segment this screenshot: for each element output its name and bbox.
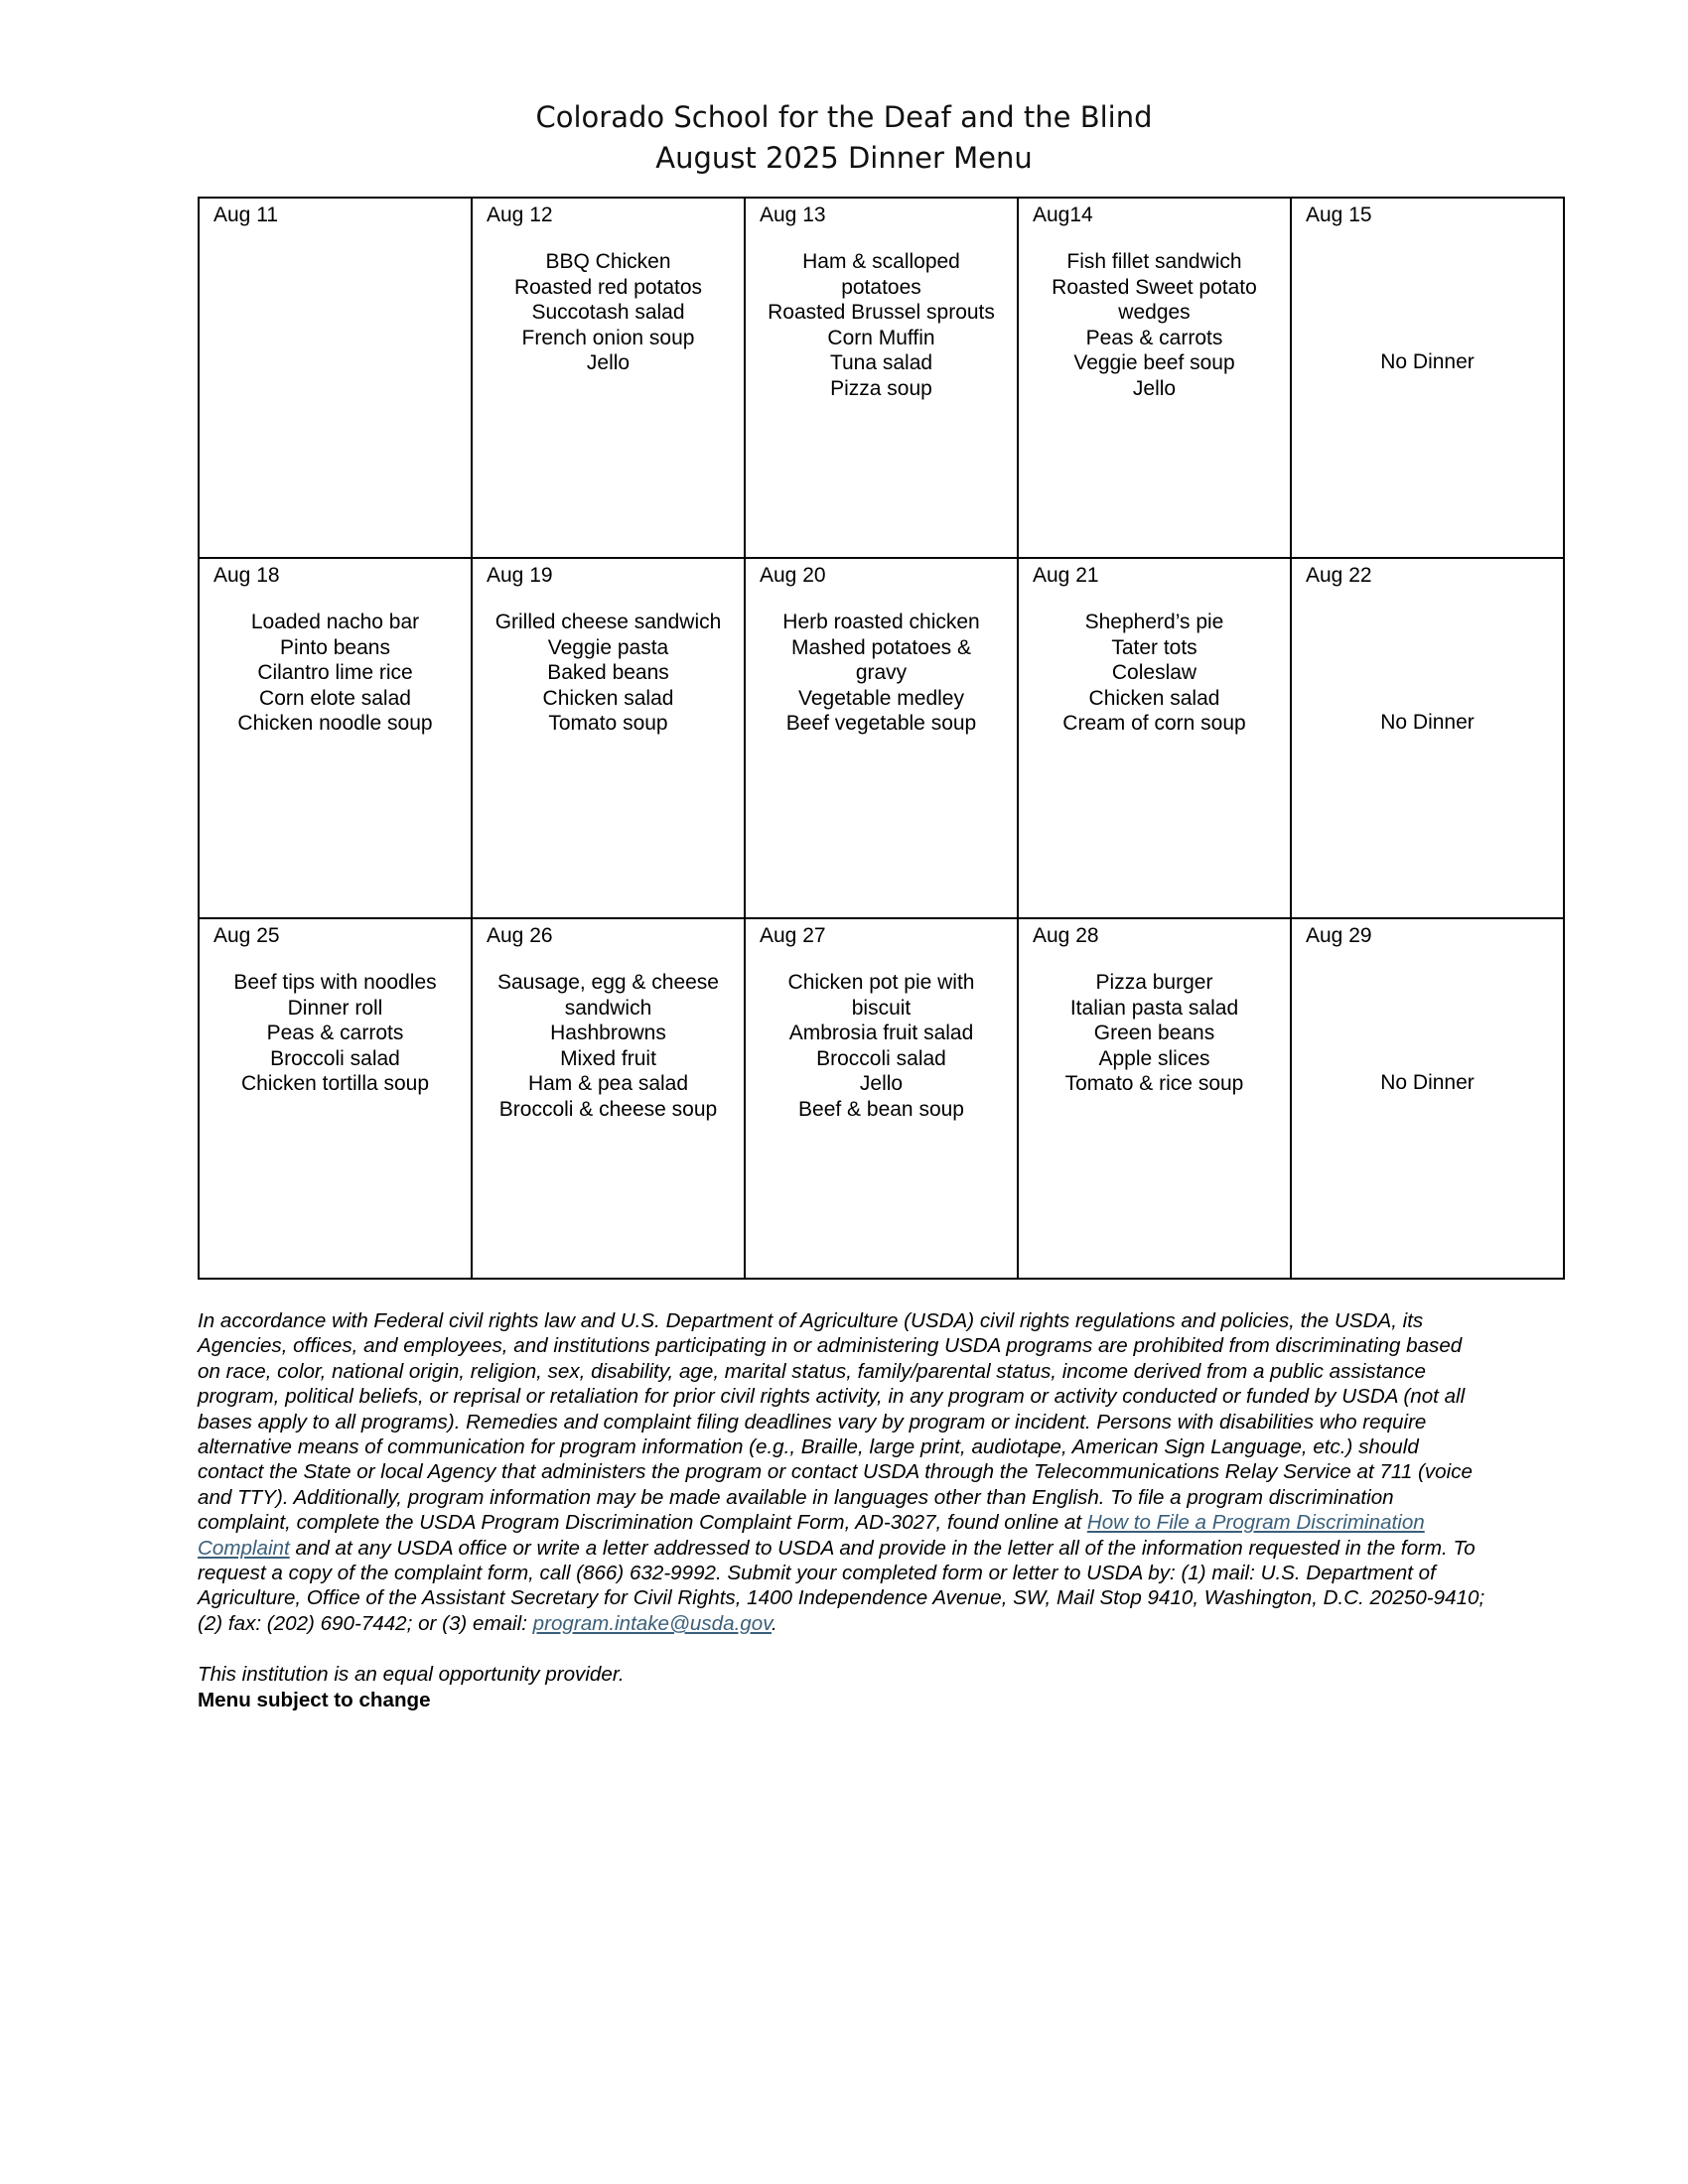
day-date: Aug 28 [1033, 924, 1099, 947]
menu-item: Baked beans [547, 661, 669, 684]
menu-item: potatoes [841, 275, 921, 299]
menu-item: Broccoli & cheese soup [498, 1097, 718, 1121]
menu-items [473, 970, 744, 1122]
school-name: Colorado School for the Deaf and the Blind [535, 100, 1153, 134]
menu-item: Ambrosia fruit salad [788, 1022, 974, 1044]
menu-item: Fish fillet sandwich [1066, 250, 1242, 273]
day-cell [1018, 558, 1291, 918]
email-link[interactable]: program.intake@usda.gov [532, 1611, 772, 1635]
day-date: Aug 19 [487, 564, 553, 587]
menu-item: Green beans [1093, 1022, 1215, 1044]
day-date: Aug 25 [213, 924, 280, 947]
menu-item: Pizza soup [830, 376, 932, 400]
menu-item: Roasted red potatos [513, 275, 703, 299]
menu-item: Jello [586, 351, 631, 374]
menu-item: BBQ Chicken [545, 250, 671, 273]
menu-items [746, 970, 1017, 1122]
usda-nondiscrimination-statement [198, 1308, 1488, 1636]
menu-item: Ham & pea salad [527, 1072, 689, 1095]
complaint-link[interactable]: How to File a Program Discrimination Complaint [198, 1511, 1425, 1560]
day-date: Aug 18 [213, 564, 280, 587]
menu-item: Mashed potatoes & [791, 635, 971, 659]
menu-items [473, 249, 744, 376]
menu-items [1019, 610, 1290, 737]
day-date: Aug 27 [760, 924, 826, 947]
day-cell [1018, 918, 1291, 1279]
menu-item: wedges [1118, 301, 1191, 324]
day-date: Aug 22 [1306, 564, 1372, 587]
menu-item: Italian pasta salad [1069, 996, 1239, 1020]
menu-item: Chicken tortilla soup [240, 1072, 430, 1095]
menu-item: Chicken salad [542, 686, 674, 710]
menu-item: Veggie beef soup [1073, 351, 1235, 374]
day-cell [472, 198, 745, 558]
page-title [0, 97, 1688, 179]
menu-item: Sausage, egg & cheese [496, 971, 719, 994]
week-row [199, 198, 1564, 558]
day-cell [199, 918, 472, 1279]
menu-item: Shepherd’s pie [1084, 611, 1224, 633]
day-cell [199, 558, 472, 918]
menu-item: Coleslaw [1111, 661, 1197, 684]
menu-item: Herb roasted chicken [782, 611, 980, 633]
menu-item: Tomato soup [548, 712, 668, 735]
menu-item: Peas & carrots [266, 1022, 404, 1044]
menu-item: Broccoli salad [270, 1046, 400, 1070]
menu-item: Pizza burger [1095, 971, 1213, 994]
menu-item: sandwich [564, 996, 652, 1020]
menu-item: Dinner roll [287, 996, 383, 1020]
week-row [199, 918, 1564, 1279]
menu-items [746, 249, 1017, 401]
menu-subject-to-change: Menu subject to change [198, 1689, 431, 1711]
disclaimer-text: In accordance with Federal civil rights law and U.S. Department of Agriculture (USDA) civil rights regulations and policies, the USDA, its Agencies, offices, and employees, and institutions participating in or administering USDA programs are prohibited from discriminating based on race, color, national origin, religion, sex, disability, age, marital status, family/parental status, income derived from a public assistance program, political beliefs, or reprisal or retaliation for prior civil rights activity, in any program or activity conducted or funded by USDA (not all bases apply to all programs). Remedies and complaint filing deadlines vary by program or incident. Persons with disabilities who require alternative means of communication for program information (e.g., Braille, large print, audiotape, American Sign Language, etc.) should contact the State or local Agency that administers the program or contact USDA through the Telecommunications Relay Service at 711 (voice and TTY). Additionally, program information may be made available in languages other than English. To file a program discrimination complaint, complete the USDA Program Discrimination Complaint Form, AD-3027, found online at [198, 1309, 1473, 1535]
no-dinner-note: No Dinner [1380, 1071, 1475, 1094]
day-date: Aug 20 [760, 564, 826, 587]
day-cell [1291, 918, 1564, 1279]
day-cell [1291, 558, 1564, 918]
menu-item: Loaded nacho bar [250, 611, 420, 633]
menu-item: Pinto beans [280, 635, 390, 659]
disclaimer-end: . [771, 1611, 777, 1635]
menu-item: Corn Muffin [827, 326, 935, 349]
menu-item: Roasted Sweet potato [1052, 275, 1257, 299]
menu-items [200, 970, 471, 1097]
menu-title: August 2025 Dinner Menu [655, 141, 1033, 175]
menu-item: gravy [855, 661, 908, 684]
no-dinner-note: No Dinner [1380, 711, 1475, 734]
menu-item: Jello [859, 1072, 904, 1095]
menu-item: Tomato & rice soup [1064, 1072, 1244, 1095]
menu-item: Hashbrowns [550, 1022, 666, 1044]
menu-item: Ham & scalloped [802, 250, 960, 273]
menu-item: Mixed fruit [560, 1046, 656, 1070]
menu-items [1019, 970, 1290, 1097]
equal-opportunity-statement: This institution is an equal opportunity provider. [198, 1663, 625, 1686]
day-date: Aug 26 [487, 924, 553, 947]
day-cell [745, 918, 1018, 1279]
menu-item: Peas & carrots [1085, 326, 1223, 349]
menu-item: Veggie pasta [547, 635, 669, 659]
menu-item: Succotash salad [531, 301, 685, 324]
no-dinner-note: No Dinner [1380, 350, 1475, 373]
menu-item: Grilled cheese sandwich [494, 611, 722, 633]
day-cell [1018, 198, 1291, 558]
menu-item: Chicken noodle soup [237, 712, 433, 735]
menu-item: Apple slices [1098, 1046, 1210, 1070]
day-date: Aug 13 [760, 204, 826, 226]
day-cell [745, 198, 1018, 558]
menu-items [746, 610, 1017, 737]
menu-item: Corn elote salad [259, 686, 411, 710]
menu-item: Jello [1132, 376, 1177, 400]
menu-item: Cilantro lime rice [257, 661, 413, 684]
day-cell [745, 558, 1018, 918]
day-cell [472, 558, 745, 918]
menu-item: Chicken pot pie with [787, 971, 975, 994]
week-row [199, 558, 1564, 918]
day-cell [472, 918, 745, 1279]
dinner-menu-table [198, 197, 1565, 1280]
day-date: Aug 15 [1306, 204, 1372, 226]
menu-item: Beef tips with noodles [233, 971, 437, 994]
day-cell [199, 198, 472, 558]
menu-item: Roasted Brussel sprouts [768, 301, 995, 324]
menu-item: Tater tots [1111, 635, 1197, 659]
day-cell [1291, 198, 1564, 558]
day-date: Aug14 [1033, 204, 1093, 226]
menu-items [200, 610, 471, 737]
menu-item: Cream of corn soup [1062, 712, 1246, 735]
menu-items [473, 610, 744, 737]
menu-item: Broccoli salad [816, 1046, 946, 1070]
day-date: Aug 12 [487, 204, 553, 226]
menu-item: Tuna salad [829, 351, 933, 374]
menu-item: French onion soup [521, 326, 695, 349]
day-date: Aug 11 [213, 204, 278, 226]
menu-items [1019, 249, 1290, 401]
disclaimer-text-continued: and at any USDA office or write a letter addressed to USDA and provide in the letter all of the information requested in the form. To request a copy of the complaint form, call (866) 632-9992. Submit your completed form or letter to USDA by: (1) mail: U.S. Department of Agriculture, Office of the Assistant Secretary for Civil Rights, 1400 Independence Avenue, SW, Mail Stop 9410, Washington, D.C. 20250-9410; (2) fax: (202) 690-7442; or (3) email: [198, 1536, 1485, 1635]
menu-item: Chicken salad [1088, 686, 1220, 710]
day-date: Aug 29 [1306, 924, 1372, 947]
menu-item: Beef vegetable soup [785, 712, 977, 735]
menu-item: biscuit [851, 996, 912, 1020]
menu-item: Vegetable medley [798, 686, 964, 710]
menu-item: Beef & bean soup [798, 1097, 964, 1121]
day-date: Aug 21 [1033, 564, 1099, 587]
